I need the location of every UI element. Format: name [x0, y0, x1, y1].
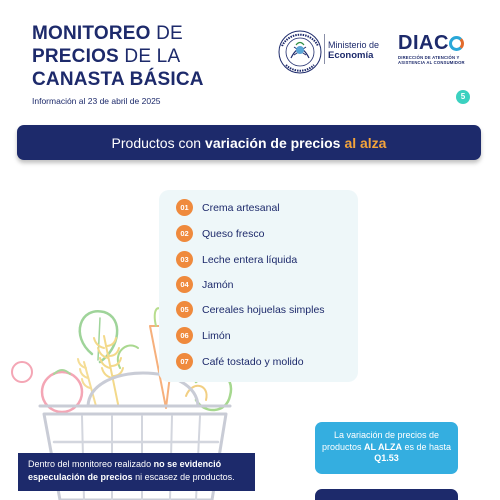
title-word: MONITOREO [32, 23, 151, 44]
title-word: CANASTA BÁSICA [32, 69, 204, 90]
item-number-badge: 02 [176, 225, 193, 242]
speculation-note [18, 453, 255, 491]
section-banner [17, 125, 481, 160]
banner-text-3: al alza [344, 134, 387, 151]
ministerio-line-1: Ministerio de [328, 40, 380, 50]
note-text: ni escasez de productos. [135, 471, 235, 482]
diaco-o-icon [449, 36, 464, 51]
product-name: Cereales hojuelas simples [202, 303, 325, 316]
title-line-1 [32, 22, 204, 45]
product-name: Limón [202, 329, 231, 342]
title-word: DE LA [118, 46, 181, 67]
item-number-badge: 03 [176, 251, 193, 268]
title-word: PRECIOS [32, 46, 119, 67]
callout-text: es de hasta [404, 441, 452, 452]
title-line-2 [32, 45, 204, 68]
product-name: Leche entera líquida [202, 253, 298, 266]
title-word: DE [150, 23, 183, 44]
diaco-wordmark [398, 33, 488, 53]
ministerio-line-2: Economía [328, 50, 374, 61]
list-item [176, 251, 297, 268]
product-name: Crema artesanal [202, 201, 280, 214]
item-number-badge: 07 [176, 353, 193, 370]
item-number-badge: 05 [176, 301, 193, 318]
footer-strip [315, 489, 458, 500]
list-item [176, 276, 234, 293]
product-name: Queso fresco [202, 227, 265, 240]
banner-text-1: Productos con [111, 134, 202, 151]
item-number-badge: 06 [176, 327, 193, 344]
title-line-3 [32, 68, 204, 91]
note-text: Dentro del monitoreo realizado [28, 459, 152, 469]
product-name: Jamón [202, 278, 234, 291]
report-date: Información al 23 de abril de 2025 [32, 96, 161, 106]
list-item [176, 301, 325, 318]
list-item [176, 225, 264, 242]
item-number-badge: 04 [176, 276, 193, 293]
list-item [176, 353, 304, 370]
callout-text: La variación de precios de productos [321, 430, 440, 452]
diaco-subtitle-2: ASISTENCIA AL CONSUMIDOR [398, 60, 465, 65]
logo-divider [324, 34, 325, 64]
product-name: Café tostado y molido [202, 355, 304, 368]
note-bold-text: no se evidenció especulación de precios [28, 459, 222, 482]
products-list [159, 190, 358, 382]
banner-text-2: variación de precios [205, 134, 341, 151]
list-item [176, 327, 231, 344]
item-number-badge: 01 [176, 199, 193, 216]
ministerio-economia-logo [328, 40, 388, 61]
page-number-badge: 5 [456, 90, 470, 104]
callout-bold-text: AL ALZA [363, 441, 402, 452]
list-item [176, 199, 280, 216]
callout-amount: Q1.53 [374, 453, 399, 463]
page-title [32, 22, 204, 91]
diaco-subtitle-1: DIRECCIÓN DE ATENCIÓN Y [398, 55, 460, 60]
diaco-letters: DIAC [398, 32, 449, 54]
guatemala-seal-logo [276, 28, 324, 76]
price-variation-callout [315, 422, 458, 474]
diaco-logo [398, 33, 488, 65]
